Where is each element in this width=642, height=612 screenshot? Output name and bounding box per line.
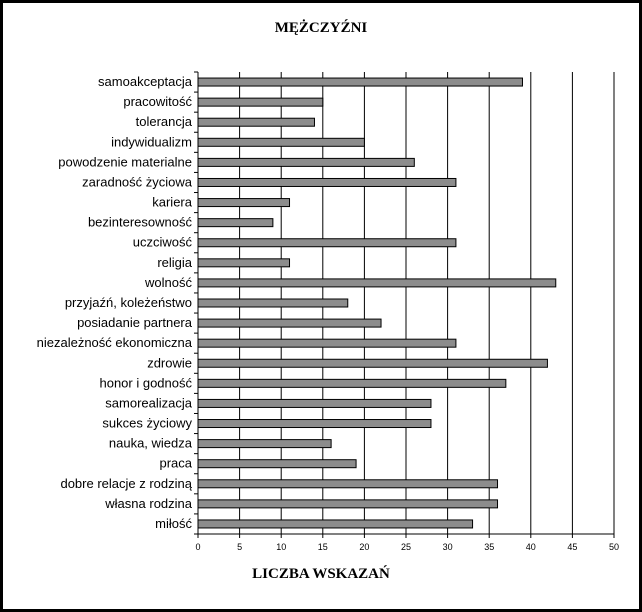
x-tick-label: 35	[484, 542, 495, 552]
bar-16	[198, 379, 506, 387]
x-tick-label: 25	[400, 542, 412, 552]
bar-17	[198, 399, 431, 407]
category-label: praca	[159, 455, 192, 471]
category-label: indywidualizm	[111, 134, 192, 150]
category-label: własna rodzina	[105, 495, 192, 511]
x-axis-title: LICZBA WSKAZAŃ	[252, 566, 390, 582]
bar-14	[198, 339, 456, 347]
x-tick-label: 5	[237, 542, 243, 552]
x-tick-label: 50	[608, 542, 620, 552]
category-label: samoakceptacja	[98, 74, 192, 90]
category-label: dobre relacje z rodziną	[60, 475, 192, 491]
bar-1	[198, 78, 522, 86]
x-tick-label: 45	[567, 542, 578, 552]
bar-20	[198, 460, 356, 468]
bar-4	[198, 138, 364, 146]
category-label: tolerancja	[135, 114, 192, 130]
x-tick-label: 10	[276, 542, 287, 552]
category-label: religia	[157, 254, 192, 270]
category-label: kariera	[152, 194, 192, 210]
bar-15	[198, 359, 547, 367]
bar-11	[198, 279, 556, 287]
bar-23	[198, 520, 473, 528]
category-label: honor i godność	[99, 375, 192, 391]
category-label: uczciwość	[132, 234, 192, 250]
x-tick-label: 20	[359, 542, 370, 552]
bar-10	[198, 259, 290, 267]
bar-21	[198, 480, 498, 488]
category-label: samorealizacja	[105, 395, 192, 411]
category-label: przyjaźń, koleżeństwo	[64, 295, 192, 310]
x-tick-label: 15	[317, 542, 328, 552]
bar-22	[198, 500, 498, 508]
category-label: sukces życiowy	[102, 415, 192, 431]
chart-title: MĘŻCZYŹNI	[274, 20, 368, 36]
bar-19	[198, 440, 331, 448]
category-label: nauka, wiedza	[108, 435, 192, 451]
x-tick-label: 30	[442, 542, 453, 552]
bar-2	[198, 98, 323, 106]
category-label: miłość	[155, 515, 192, 531]
category-label: wolność	[145, 274, 192, 290]
bar-13	[198, 319, 381, 327]
bar-7	[198, 199, 290, 207]
bar-18	[198, 420, 431, 428]
bar-8	[198, 219, 273, 227]
bar-9	[198, 239, 456, 247]
category-label: bezinteresowność	[87, 214, 192, 230]
bar-6	[198, 178, 456, 186]
category-label: pracowitość	[123, 94, 192, 110]
category-label: posiadanie partnera	[77, 315, 192, 331]
category-label: zdrowie	[147, 355, 192, 371]
category-label: zaradność życiowa	[82, 174, 192, 190]
x-tick-label: 40	[525, 542, 536, 552]
bar-5	[198, 158, 414, 166]
category-label: powodzenie materialne	[58, 154, 192, 170]
bar-3	[198, 118, 314, 126]
bar-12	[198, 299, 348, 307]
category-label: niezależność ekonomiczna	[36, 335, 192, 351]
x-tick-label: 0	[195, 542, 201, 552]
